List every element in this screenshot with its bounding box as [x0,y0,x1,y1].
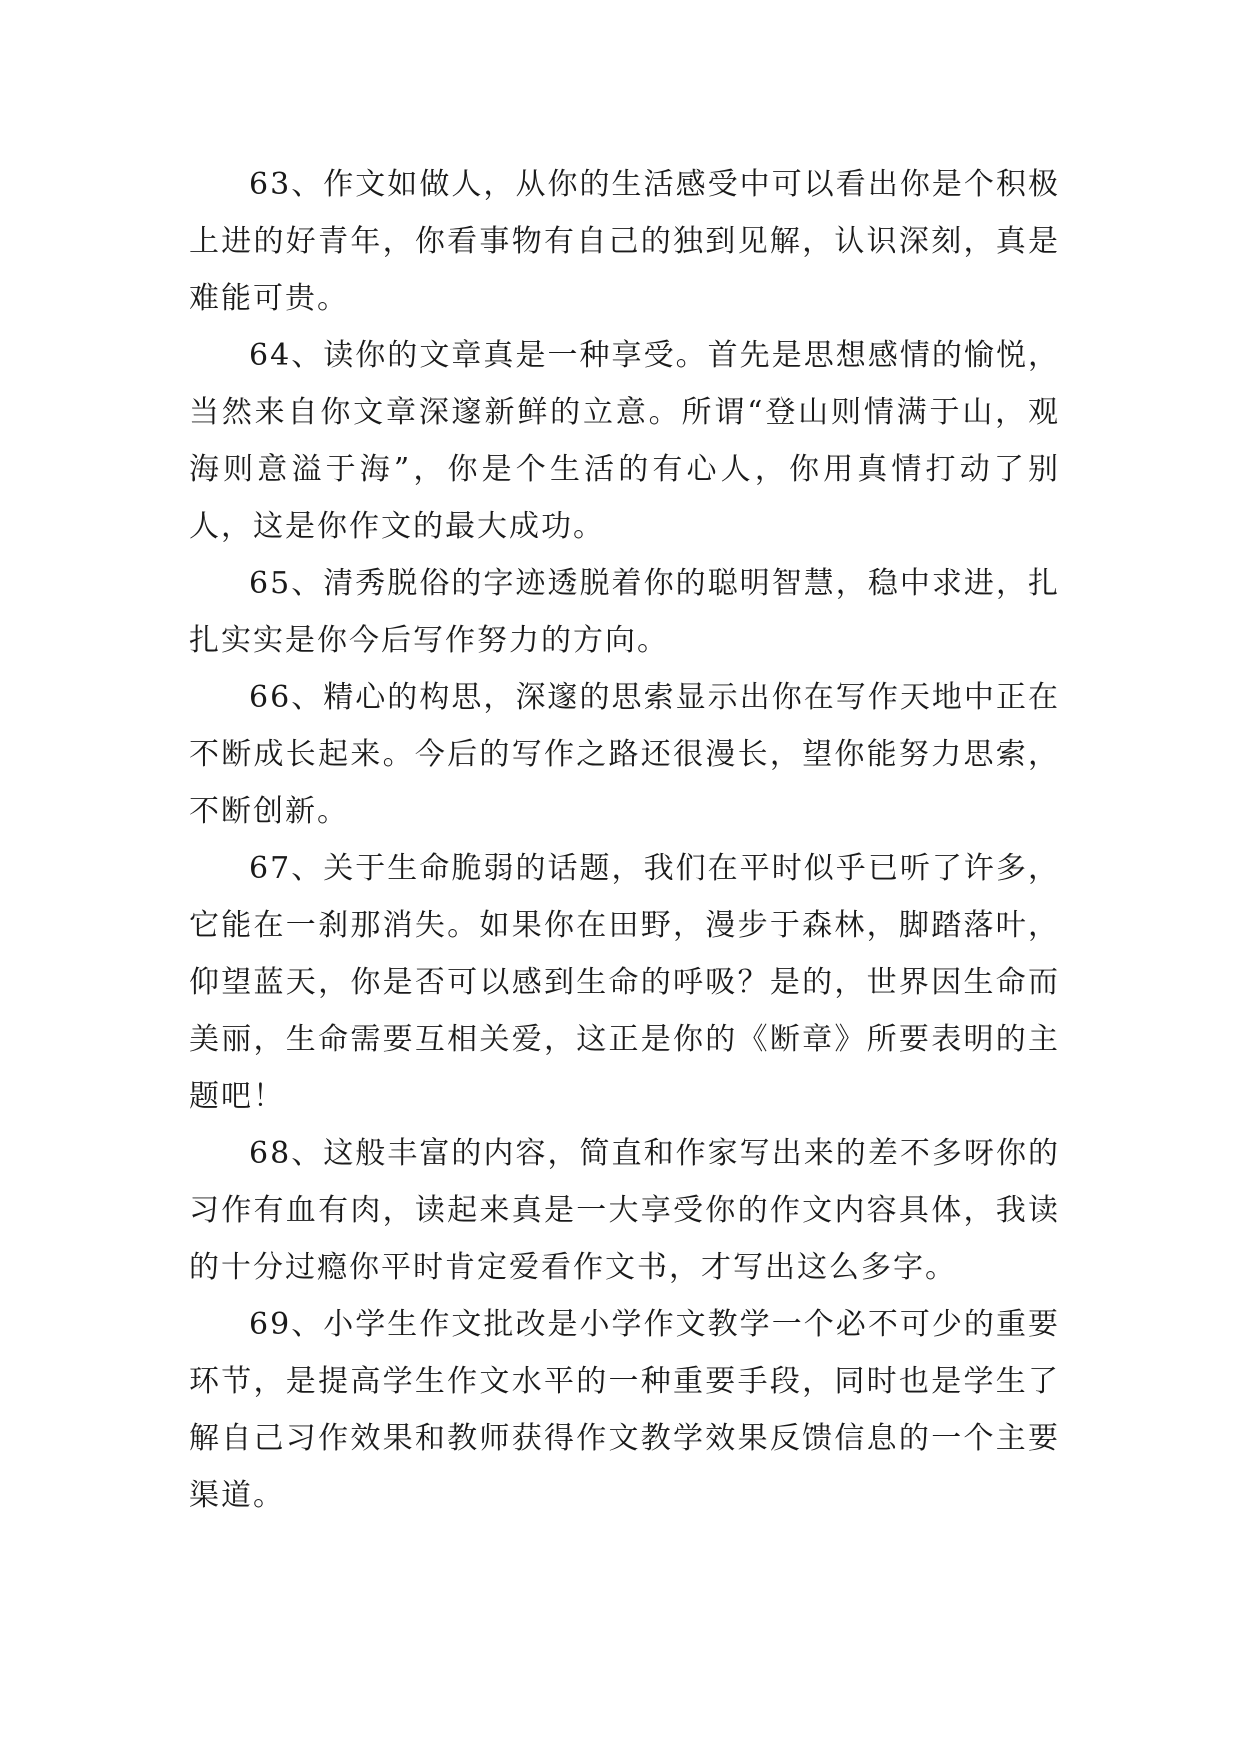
paragraph-64: 64、读你的文章真是一种享受。首先是思想感情的愉悦，当然来自你文章深邃新鲜的立意。所谓“登山则情满于山，观海则意溢于海”，你是个生活的有心人，你用真情打动了别人，这是你作文的最大成功。 [189,338,1060,544]
paragraph-67: 67、关于生命脆弱的话题，我们在平时似乎已听了许多，它能在一刹那消失。如果你在田野，漫步于森林，脚踏落叶，仰望蓝天，你是否可以感到生命的呼吸？是的，世界因生命而美丽，生命需要互相关爱，这正是你的《断章》所要表明的主题吧！ [189,851,1060,1114]
document-body [189,156,1060,1524]
paragraph-66: 66、精心的构思，深邃的思索显示出你在写作天地中正在不断成长起来。今后的写作之路还很漫长，望你能努力思索，不断创新。 [189,680,1060,829]
paragraph-69: 69、小学生作文批改是小学作文教学一个必不可少的重要环节，是提高学生作文水平的一种重要手段，同时也是学生了解自己习作效果和教师获得作文教学效果反馈信息的一个主要渠道。 [189,1307,1060,1513]
paragraph-63: 63、作文如做人，从你的生活感受中可以看出你是个积极上进的好青年，你看事物有自己的独到见解，认识深刻，真是难能可贵。 [189,167,1060,316]
paragraph-65: 65、清秀脱俗的字迹透脱着你的聪明智慧，稳中求进，扎扎实实是你今后写作努力的方向。 [189,566,1060,658]
paragraph-68: 68、这般丰富的内容，简直和作家写出来的差不多呀你的习作有血有肉，读起来真是一大享受你的作文内容具体，我读的十分过瘾你平时肯定爱看作文书，才写出这么多字。 [189,1136,1060,1285]
